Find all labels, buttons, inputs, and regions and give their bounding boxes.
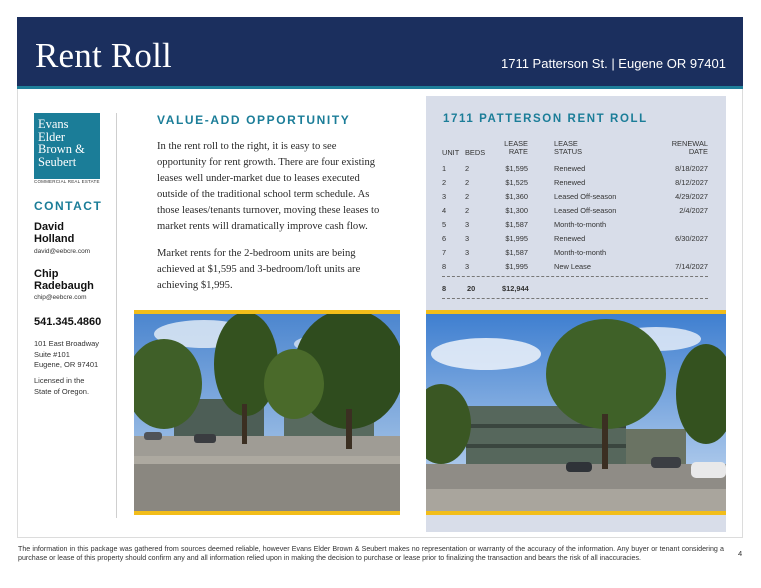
agent-name: David Holland <box>34 221 75 245</box>
table-header <box>442 139 708 157</box>
company-logo-subtitle: COMMERCIAL REAL ESTATE <box>34 179 100 184</box>
agent-email[interactable]: chip@eebcre.com <box>34 294 87 301</box>
property-photo-illustration <box>426 314 726 511</box>
table-divider <box>442 276 708 277</box>
page-title: Rent Roll <box>35 36 172 75</box>
value-add-paragraph: In the rent roll to the right, it is easy to see opportunity for rent growth. There are four existing leases well under-market due to leases executed outside of the traditional school term schedule. As those leases/tenants turnover, moving these leases to market rents will dramatically improve cash flow. <box>157 141 380 233</box>
table-row: 1 2 $1,595 Renewed 8/18/2027 <box>442 164 708 173</box>
agent-name: Chip Radebaugh <box>34 268 94 292</box>
legal-disclaimer: The information in this package was gathered from sources deemed reliable, however Evans Elder Brown & Seubert makes no representation or warranty of the accuracy of the information. Any buyer or tenant considering a purchase or lease of this property should confirm any and all information relied upon in making the decision to purchase or lease prior to finalizing the transaction and bears the risk of all inaccuracies. <box>18 545 724 562</box>
table-row: 5 3 $1,587 Month-to-month <box>442 220 607 229</box>
office-phone[interactable]: 541.345.4860 <box>34 316 102 328</box>
table-row: 8 3 $1,995 New Lease 7/14/2027 <box>442 262 708 271</box>
value-add-paragraph: Market rents for the 2-bedroom units are being achieved at $1,595 and 3-bedroom/loft units are achieving $1,995. <box>157 248 361 292</box>
column-header-lease-status: LEASE STATUS <box>554 139 583 156</box>
page-number: 4 <box>738 549 743 558</box>
table-row: 7 3 $1,587 Month-to-month <box>442 248 607 257</box>
table-row: 4 2 $1,300 Leased Off-season 2/4/2027 <box>442 206 708 215</box>
office-address: 101 East Broadway Suite #101 Eugene, OR 97401 <box>34 339 100 369</box>
table-totals-row: 8 20 $12,944 <box>442 284 529 293</box>
column-header-lease-rate: LEASE RATE <box>504 139 528 156</box>
value-add-heading: VALUE-ADD OPPORTUNITY <box>157 113 351 127</box>
table-row: 3 2 $1,360 Leased Off-season 4/29/2027 <box>442 192 708 201</box>
license-note: Licensed in the State of Oregon. <box>34 376 90 396</box>
sidebar-divider <box>116 113 117 518</box>
contact-heading: CONTACT <box>34 199 103 213</box>
property-photo-illustration <box>134 314 400 511</box>
property-photo <box>426 310 726 515</box>
property-address: 1711 Patterson St. | Eugene OR 97401 <box>500 56 726 71</box>
table-divider <box>442 298 708 299</box>
rent-roll-heading: 1711 PATTERSON RENT ROLL <box>443 113 648 125</box>
column-header-beds: BEDS <box>465 148 486 157</box>
table-row: 6 3 $1,995 Renewed 6/30/2027 <box>442 234 708 243</box>
table-row: 2 2 $1,525 Renewed 8/12/2027 <box>442 178 708 187</box>
column-header-renewal-date: RENEWAL DATE <box>671 139 708 156</box>
agent-email[interactable]: david@eebcre.com <box>34 248 91 255</box>
company-logo: Evans Elder Brown & Seubert <box>34 113 100 179</box>
property-photo <box>134 310 400 515</box>
column-header-unit: UNIT <box>442 148 460 157</box>
